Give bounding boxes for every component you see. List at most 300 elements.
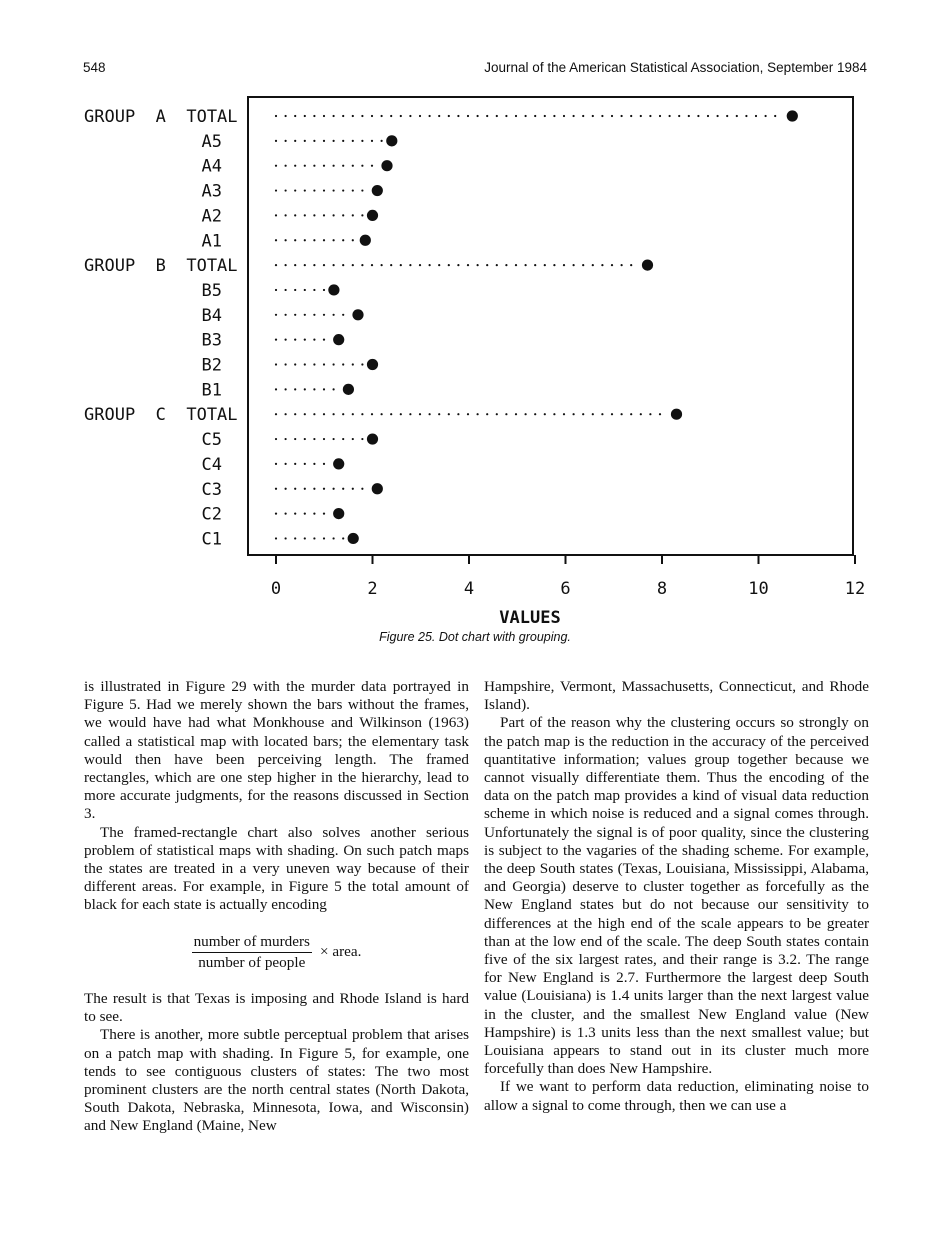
leader-dot <box>313 239 315 241</box>
leader-dot <box>630 264 632 266</box>
leader-dot <box>361 264 363 266</box>
leader-dot <box>333 115 335 117</box>
category-label: B1 <box>201 380 222 401</box>
leader-dot <box>304 438 306 440</box>
leader-dot <box>457 413 459 415</box>
x-tick-label: 0 <box>270 579 282 599</box>
row-labels <box>84 107 238 549</box>
leader-dot <box>352 115 354 117</box>
leader-dot <box>400 413 402 415</box>
plot-frame <box>248 97 853 555</box>
leader-dot <box>342 537 344 539</box>
x-tick-label: 8 <box>656 579 668 599</box>
leader-dot <box>304 239 306 241</box>
leader-dot <box>285 289 287 291</box>
leader-dot <box>342 363 344 365</box>
category-label: B5 <box>201 280 222 301</box>
leader-dot <box>448 264 450 266</box>
leader-dot <box>553 264 555 266</box>
leader-dot <box>285 339 287 341</box>
leader-dot <box>313 438 315 440</box>
leader-dot <box>313 488 315 490</box>
figure-caption: Figure 25. Dot chart with grouping. <box>379 630 571 644</box>
leader-dot <box>323 165 325 167</box>
leader-dot <box>285 189 287 191</box>
leader-dot <box>496 264 498 266</box>
leader-dot <box>371 264 373 266</box>
leader-dot <box>621 115 623 117</box>
leader-dot <box>342 189 344 191</box>
leader-dot <box>313 289 315 291</box>
data-point <box>372 483 383 494</box>
leader-dot <box>496 115 498 117</box>
leader-dot <box>275 115 277 117</box>
leader-dot <box>726 115 728 117</box>
data-point <box>381 160 392 171</box>
leader-dot <box>736 115 738 117</box>
leader-dot <box>429 264 431 266</box>
leader-dot <box>361 413 363 415</box>
leader-dot <box>669 115 671 117</box>
leader-dot <box>323 488 325 490</box>
leader-dot <box>707 115 709 117</box>
leader-dot <box>275 339 277 341</box>
leader-dot <box>342 214 344 216</box>
leader-dot <box>323 537 325 539</box>
leader-dot <box>409 413 411 415</box>
leader-dot <box>294 189 296 191</box>
leader-dot <box>409 264 411 266</box>
leader-dot <box>294 537 296 539</box>
leader-dot <box>323 115 325 117</box>
leader-dot <box>285 314 287 316</box>
leader-dot <box>630 413 632 415</box>
leader-dot <box>275 264 277 266</box>
leader-dot <box>352 264 354 266</box>
leader-dot <box>544 413 546 415</box>
leader-dot <box>285 513 287 515</box>
leader-dot <box>294 363 296 365</box>
leader-dot <box>285 463 287 465</box>
leader-dot <box>275 239 277 241</box>
page-number: 548 <box>83 60 106 75</box>
leader-dot <box>275 289 277 291</box>
category-label: B4 <box>201 305 222 326</box>
leader-dot <box>515 264 517 266</box>
leader-dot <box>400 264 402 266</box>
leader-dot <box>438 413 440 415</box>
formula-suffix: × area. <box>319 943 362 961</box>
formula <box>84 933 469 972</box>
leader-dot <box>649 413 651 415</box>
leader-dot <box>342 140 344 142</box>
leader-dot <box>342 438 344 440</box>
leader-dot <box>640 413 642 415</box>
leader-dot <box>563 115 565 117</box>
leader-dot <box>438 115 440 117</box>
leader-dot <box>505 413 507 415</box>
leader-dot <box>285 239 287 241</box>
leader-dot <box>313 463 315 465</box>
leader-dot <box>582 413 584 415</box>
category-label: B3 <box>201 330 222 351</box>
leader-dot <box>294 239 296 241</box>
leader-dot <box>285 488 287 490</box>
x-axis-tick-labels <box>271 579 865 599</box>
leader-dot <box>573 264 575 266</box>
data-point <box>352 309 363 320</box>
journal-title: Journal of the American Statistical Association, September 1984 <box>484 60 867 75</box>
leader-dot <box>304 413 306 415</box>
leader-dot <box>304 140 306 142</box>
leader-dot <box>275 413 277 415</box>
leader-dot <box>333 363 335 365</box>
leader-dot <box>304 339 306 341</box>
leader-dot <box>525 264 527 266</box>
leader-dot <box>294 214 296 216</box>
paragraph: If we want to perform data reduction, eliminating noise to allow a signal to come through, then we can use a <box>484 1078 869 1114</box>
leader-dot <box>505 264 507 266</box>
leader-dot <box>294 438 296 440</box>
leader-dot <box>429 413 431 415</box>
leader-dot <box>457 115 459 117</box>
formula-numerator: number of murders <box>192 933 312 953</box>
leader-dot <box>333 388 335 390</box>
leader-dot <box>333 537 335 539</box>
leader-dot <box>774 115 776 117</box>
leader-dot <box>419 264 421 266</box>
leader-dot <box>275 438 277 440</box>
leader-dot <box>563 413 565 415</box>
leader-dot <box>294 513 296 515</box>
data-point <box>333 334 344 345</box>
leader-dot <box>573 413 575 415</box>
leader-dot <box>361 165 363 167</box>
leader-dot <box>304 488 306 490</box>
leader-dot <box>352 239 354 241</box>
leader-dot <box>304 115 306 117</box>
data-point <box>787 110 798 121</box>
leader-dot <box>381 115 383 117</box>
leader-dot <box>467 115 469 117</box>
leader-dot <box>323 339 325 341</box>
leader-dot <box>323 214 325 216</box>
x-tick-label: 2 <box>367 579 378 599</box>
category-label: C1 <box>201 529 222 550</box>
leader-dot <box>457 264 459 266</box>
leader-dot <box>304 214 306 216</box>
leader-dot <box>659 413 661 415</box>
leader-dot <box>515 115 517 117</box>
leader-dot <box>333 140 335 142</box>
leader-dot <box>285 165 287 167</box>
leader-dot <box>342 413 344 415</box>
leader-dot <box>323 239 325 241</box>
leader-dot <box>553 413 555 415</box>
leader-dot <box>313 140 315 142</box>
x-tick-label: 4 <box>463 579 475 599</box>
right-column <box>484 678 869 1115</box>
leader-dot <box>285 140 287 142</box>
leader-dot <box>313 165 315 167</box>
leader-dot <box>496 413 498 415</box>
leader-dot <box>371 115 373 117</box>
leader-dot <box>323 438 325 440</box>
leader-dot <box>285 537 287 539</box>
leader-dot <box>352 363 354 365</box>
leader-dot <box>275 388 277 390</box>
leader-dot <box>323 413 325 415</box>
leader-dot <box>285 214 287 216</box>
leader-dot <box>342 165 344 167</box>
leader-dot <box>525 413 527 415</box>
leader-dot <box>563 264 565 266</box>
leader-dot <box>371 140 373 142</box>
leader-dot <box>601 264 603 266</box>
leader-dot <box>592 115 594 117</box>
leader-dot <box>438 264 440 266</box>
leader-dot <box>313 339 315 341</box>
leader-dot <box>313 537 315 539</box>
fraction <box>192 933 312 972</box>
leader-dot <box>390 413 392 415</box>
leader-dot <box>285 388 287 390</box>
leader-dot <box>515 413 517 415</box>
leader-dot <box>304 513 306 515</box>
data-point <box>348 533 359 544</box>
leader-dot <box>333 214 335 216</box>
leader-dot <box>429 115 431 117</box>
paragraph: The result is that Texas is imposing and Rhode Island is hard to see. <box>84 990 469 1026</box>
leader-dot <box>477 115 479 117</box>
leader-dot <box>361 189 363 191</box>
leader-dot <box>361 140 363 142</box>
leader-dot <box>275 363 277 365</box>
data-point <box>333 458 344 469</box>
paragraph: Hampshire, Vermont, Massachusetts, Connecticut, and Rhode Island). <box>484 678 869 714</box>
leader-dot <box>611 115 613 117</box>
leader-dot <box>275 463 277 465</box>
leader-dot <box>333 264 335 266</box>
leader-dot <box>390 115 392 117</box>
leader-dot <box>419 413 421 415</box>
category-label: GROUP A TOTAL <box>84 107 238 127</box>
leader-dot <box>525 115 527 117</box>
leader-dot <box>640 115 642 117</box>
leader-dot <box>717 115 719 117</box>
leader-dot <box>486 115 488 117</box>
category-label: B2 <box>201 355 222 376</box>
leader-dot <box>534 264 536 266</box>
leader-dot <box>381 264 383 266</box>
leader-dot <box>371 413 373 415</box>
leader-dot <box>371 165 373 167</box>
leader-dot <box>361 488 363 490</box>
leader-dot <box>304 165 306 167</box>
leader-dot <box>333 413 335 415</box>
leader-dot <box>304 463 306 465</box>
leader-dot <box>323 289 325 291</box>
leader-dot <box>294 264 296 266</box>
leader-dot <box>390 264 392 266</box>
leader-dot <box>304 189 306 191</box>
leader-dot <box>313 264 315 266</box>
paragraph: Part of the reason why the clustering occurs so strongly on the patch map is the reduction in the accuracy of the perceived quantitative information; values group together because we cannot visually differentiate them. Thus the encoding of the data on the patch map provides a kind of visual data reduction scheme in which noise is reduced and a signal comes through. Unfortunately the signal is of poor quality, since the clustering is subject to the vagaries of the shading scheme. For example, the deep South states (Texas, Louisiana, Mississippi, Alabama, and Georgia) deserve to cluster together as forcefully as the New England states but do not because our sensitivity to differences at the high end of the scale appears to be greater than at the low end of the scale. The deep South states contain five of the six largest rates, and their range is 3.2. The range for New England is 2.7. Furthermore the largest deep South value (Louisiana) is 1.4 units larger than the next largest value in the cluster, and the smallest New England value (New Hampshire) is 1.3 units less than the next smallest value; but Louisiana appears to stand out in its cluster much more forcefully than does New Hampshire. <box>484 714 869 1078</box>
leader-dot <box>313 214 315 216</box>
leader-dot <box>381 140 383 142</box>
category-label: GROUP B TOTAL <box>84 256 238 277</box>
leader-dot <box>601 413 603 415</box>
leader-dot <box>621 413 623 415</box>
leader-dot <box>294 339 296 341</box>
leader-dot <box>323 513 325 515</box>
leader-dot <box>323 363 325 365</box>
leader-dot <box>285 115 287 117</box>
leader-dot <box>294 314 296 316</box>
leader-dot <box>313 413 315 415</box>
leader-dot <box>323 388 325 390</box>
data-points <box>328 110 798 544</box>
data-point <box>642 260 653 271</box>
leader-dot <box>419 115 421 117</box>
category-label: A4 <box>201 156 222 177</box>
category-label: A5 <box>201 131 222 152</box>
data-point <box>343 384 354 395</box>
leader-dot <box>381 413 383 415</box>
data-point <box>367 359 378 370</box>
leader-dot <box>352 189 354 191</box>
dot-leaders <box>275 115 776 540</box>
leader-dot <box>486 413 488 415</box>
leader-dot <box>294 289 296 291</box>
leader-dot <box>352 488 354 490</box>
leader-dot <box>352 214 354 216</box>
data-point <box>360 235 371 246</box>
leader-dot <box>553 115 555 117</box>
category-label: C5 <box>201 430 222 451</box>
leader-dot <box>448 115 450 117</box>
leader-dot <box>352 438 354 440</box>
leader-dot <box>342 115 344 117</box>
leader-dot <box>313 388 315 390</box>
data-point <box>367 433 378 444</box>
leader-dot <box>544 115 546 117</box>
leader-dot <box>477 413 479 415</box>
leader-dot <box>313 314 315 316</box>
left-column <box>84 678 469 1136</box>
leader-dot <box>582 264 584 266</box>
leader-dot <box>361 363 363 365</box>
data-point <box>367 210 378 221</box>
leader-dot <box>275 537 277 539</box>
leader-dot <box>765 115 767 117</box>
leader-dot <box>294 165 296 167</box>
leader-dot <box>294 388 296 390</box>
category-label: C4 <box>201 454 222 475</box>
leader-dot <box>467 264 469 266</box>
leader-dot <box>409 115 411 117</box>
x-axis-ticks <box>276 555 855 564</box>
leader-dot <box>294 140 296 142</box>
leader-dot <box>323 314 325 316</box>
leader-dot <box>544 264 546 266</box>
leader-dot <box>333 239 335 241</box>
leader-dot <box>304 537 306 539</box>
leader-dot <box>467 413 469 415</box>
leader-dot <box>342 314 344 316</box>
leader-dot <box>313 189 315 191</box>
leader-dot <box>275 513 277 515</box>
leader-dot <box>352 165 354 167</box>
leader-dot <box>333 438 335 440</box>
category-label: C2 <box>201 504 222 525</box>
x-axis-title: VALUES <box>499 608 561 628</box>
leader-dot <box>649 115 651 117</box>
leader-dot <box>275 165 277 167</box>
data-point <box>386 135 397 146</box>
paragraph: The framed-rectangle chart also solves another serious problem of statistical maps with shading. On such patch maps the states are treated in a very uneven way because of their different areas. For example, in Figure 5 the total amount of black for each state is actually encoding <box>84 823 469 914</box>
leader-dot <box>285 363 287 365</box>
data-point <box>372 185 383 196</box>
paragraph: is illustrated in Figure 29 with the murder data portrayed in Figure 5. Had we merely shown the bars without the frames, we would have had what Monkhouse and Wilkinson (1963) called a statistical map with located bars; the elementary task would then have been perceiving length. The framed rectangles, which are one step higher in the hierarchy, lead to more accurate judgments, for the reasons discussed in Section 3. <box>84 678 469 823</box>
category-label: A3 <box>201 181 222 202</box>
leader-dot <box>361 214 363 216</box>
leader-dot <box>294 413 296 415</box>
leader-dot <box>486 264 488 266</box>
leader-dot <box>755 115 757 117</box>
leader-dot <box>611 413 613 415</box>
leader-dot <box>448 413 450 415</box>
leader-dot <box>285 264 287 266</box>
paragraph: There is another, more subtle perceptual problem that arises on a patch map with shading. In Figure 5, for example, one tends to see contiguous clusters of states: The two most prominent clusters are the north central states (North Dakota, South Dakota, Nebraska, Minnesota, Iowa, and Wisconsin) and New England (Maine, New <box>84 1026 469 1135</box>
leader-dot <box>352 140 354 142</box>
leader-dot <box>275 189 277 191</box>
leader-dot <box>333 165 335 167</box>
category-label: C3 <box>201 479 222 500</box>
leader-dot <box>352 413 354 415</box>
leader-dot <box>342 488 344 490</box>
leader-dot <box>592 413 594 415</box>
leader-dot <box>323 264 325 266</box>
leader-dot <box>275 214 277 216</box>
leader-dot <box>294 488 296 490</box>
leader-dot <box>333 189 335 191</box>
leader-dot <box>333 488 335 490</box>
leader-dot <box>361 115 363 117</box>
leader-dot <box>582 115 584 117</box>
leader-dot <box>294 115 296 117</box>
leader-dot <box>505 115 507 117</box>
leader-dot <box>361 438 363 440</box>
formula-denominator: number of people <box>198 953 306 971</box>
leader-dot <box>697 115 699 117</box>
leader-dot <box>304 289 306 291</box>
leader-dot <box>659 115 661 117</box>
leader-dot <box>592 264 594 266</box>
leader-dot <box>304 314 306 316</box>
category-label: A2 <box>201 206 222 227</box>
leader-dot <box>275 314 277 316</box>
leader-dot <box>323 189 325 191</box>
x-tick-label: 10 <box>748 579 769 599</box>
category-label: A1 <box>201 231 222 252</box>
leader-dot <box>294 463 296 465</box>
leader-dot <box>400 115 402 117</box>
leader-dot <box>333 314 335 316</box>
leader-dot <box>323 463 325 465</box>
data-point <box>333 508 344 519</box>
leader-dot <box>285 438 287 440</box>
